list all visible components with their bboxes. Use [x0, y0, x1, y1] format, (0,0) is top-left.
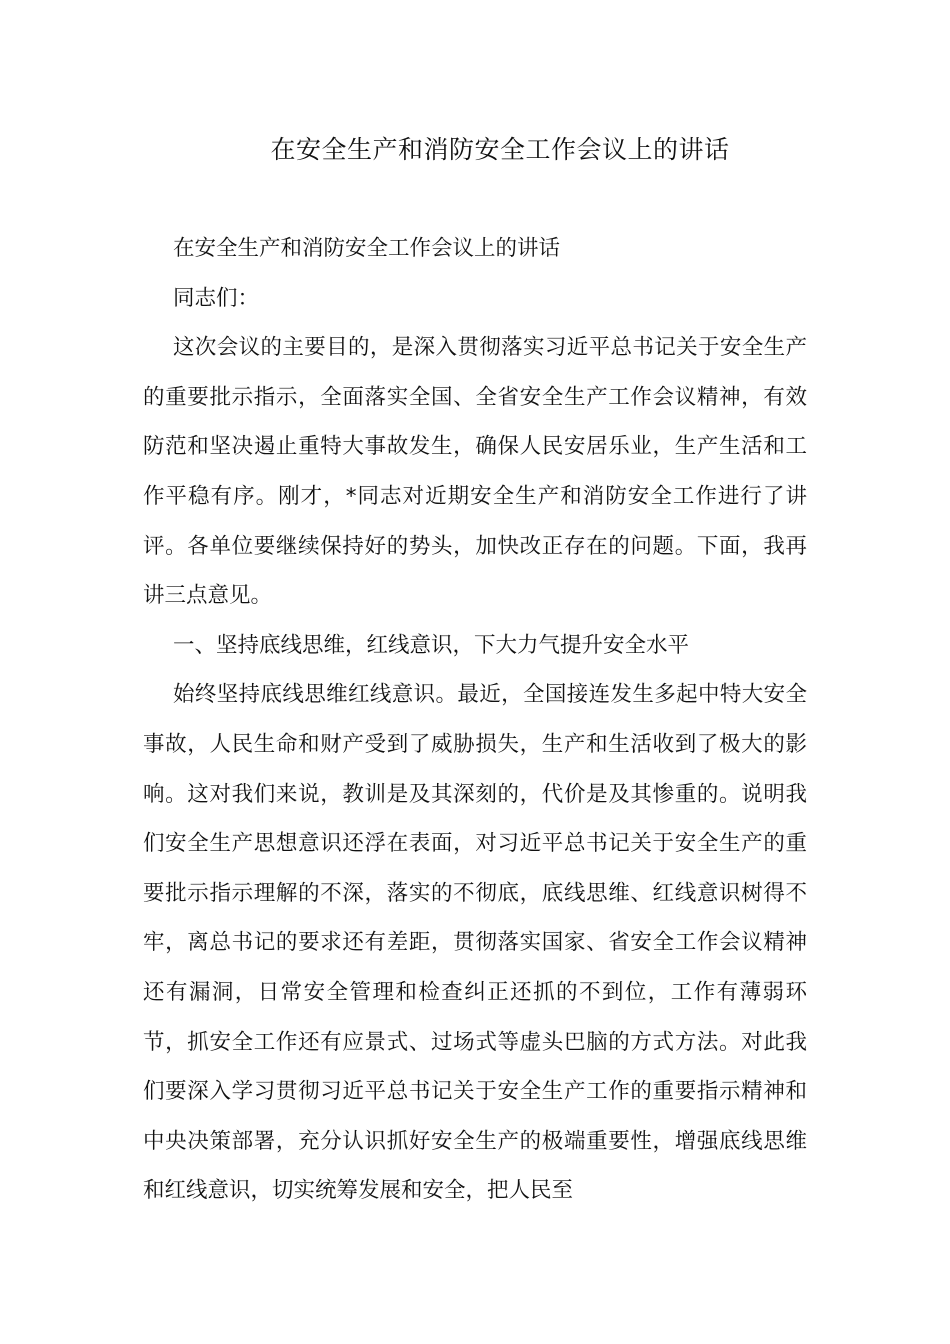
body-paragraph: 始终坚持底线思维红线意识。最近，全国接连发生多起中特大安全事故，人民生命和财产受到了威胁损失，生产和生活收到了极大的影响。这对我们来说，教训是及其深刻的，代价是及其惨重的。说明我们安全生产思想意识还浮在表面，对习近平总书记关于安全生产的重要批示指示理解的不深，落实的不彻底，底线思维、红线意识树得不牢，离总书记的要求还有差距，贯彻落实国家、省安全工作会议精神还有漏洞，日常安全管理和检查纠正还抓的不到位，工作有薄弱环节，抓安全工作还有应景式、过场式等虚头巴脑的方式方法。对此我们要深入学习贯彻习近平总书记关于安全生产工作的重要指示精神和中央决策部署，充分认识抓好安全生产的极端重要性，增强底线思维和红线意识，切实统筹发展和安全，把人民至 [143, 682, 807, 1204]
document-body [143, 224, 807, 1216]
intro-paragraph: 这次会议的主要目的，是深入贯彻落实习近平总书记关于安全生产的重要批示指示，全面落实全国、全省安全生产工作会议精神，有效防范和坚决遏止重特大事故发生，确保人民安居乐业，生产生活和工作平稳有序。刚才，*同志对近期安全生产和消防安全工作进行了讲评。各单位要继续保持好的势头，加快改正存在的问题。下面，我再讲三点意见。 [143, 335, 807, 609]
salutation: 同志们： [173, 285, 260, 311]
document-title: 在安全生产和消防安全工作会议上的讲话 [270, 135, 730, 164]
section-heading: 一、坚持底线思维，红线意识，下大力气提升安全水平 [173, 632, 690, 658]
speech-heading: 在安全生产和消防安全工作会议上的讲话 [173, 236, 561, 261]
